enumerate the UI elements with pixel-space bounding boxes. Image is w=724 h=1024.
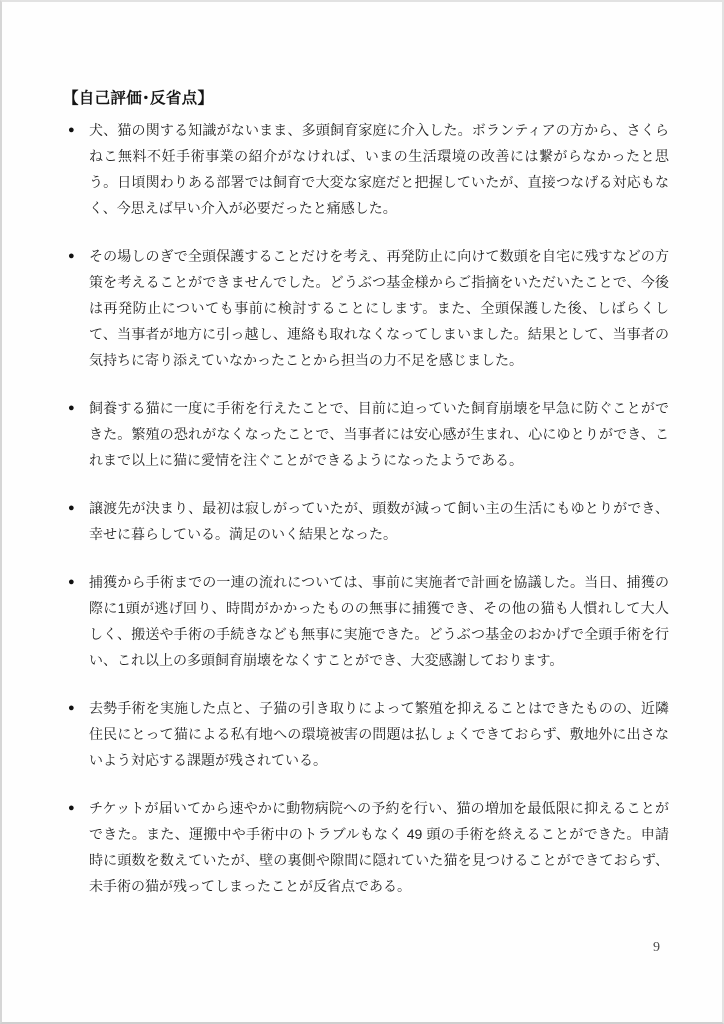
list-item [63, 569, 669, 673]
page-number: 9 [653, 940, 660, 955]
section-heading: 【自己評価･反省点】 [63, 90, 214, 107]
list-item [63, 117, 669, 221]
bullet-icon: ● [68, 576, 75, 588]
bullet-text: 去勢手術を実施した点と、子猫の引き取りによって繁殖を抑えることはできたものの、近隣住民にとって猫による私有地への環境被害の問題は払しょくできておらず、敷地外に出さないよう対応する課題が残されている。 [89, 700, 669, 768]
list-item [63, 395, 669, 473]
bullet-text: 飼養する猫に一度に手術を行えたことで、目前に迫っていた飼育崩壊を早急に防ぐことができた。繁殖の恐れがなくなったことで、当事者には安心感が生まれ、心にゆとりができ、これまで以上に猫に愛情を注ぐことができるようになったようである。 [89, 400, 669, 468]
bullet-icon: ● [68, 502, 75, 514]
list-item [63, 495, 669, 547]
bullet-text: 犬、猫の関する知識がないまま、多頭飼育家庭に介入した。ボランティアの方から、さくらねこ無料不妊手術事業の紹介がなければ、いまの生活環境の改善には繋がらなかったと思う。日頃関わりある部署では飼育で大変な家庭だと把握していたが、直接つなげる対応もなく、今思えば早い介入が必要だったと痛感した。 [89, 122, 669, 216]
list-item [63, 795, 669, 899]
bullet-icon: ● [68, 802, 75, 814]
bullet-text: 譲渡先が決まり、最初は寂しがっていたが、頭数が減って飼い主の生活にもゆとりができ、幸せに暮らしている。満足のいく結果となった。 [89, 500, 669, 542]
bullet-text: チケットが届いてから速やかに動物病院への予約を行い、猫の増加を最低限に抑えることができた。また、運搬中や手術中のトラブルもなく 49 頭の手術を終えることができた。申請時に頭数を数えていたが、壁の裏側や隙間に隠れていた猫を見つけることができておらず、未手術の猫が残ってしまったことが反省点である。 [89, 800, 669, 894]
bullet-icon: ● [68, 702, 75, 714]
bullet-text: その場しのぎで全頭保護することだけを考え、再発防止に向けて数頭を自宅に残すなどの方策を考えることができませんでした。どうぶつ基金様からご指摘をいただいたことで、今後は再発防止についても事前に検討することにします。また、全頭保護した後、しばらくして、当事者が地方に引っ越し、連絡も取れなくなってしまいました。結果として、当事者の気持ちに寄り添えていなかったことから担当の力不足を感じました。 [89, 248, 669, 368]
bullet-list [63, 117, 669, 899]
list-item [63, 243, 669, 373]
document-content [63, 86, 669, 921]
bullet-text: 捕獲から手術までの一連の流れについては、事前に実施者で計画を協議した。当日、捕獲の際に1頭が逃げ回り、時間がかかったものの無事に捕獲でき、その他の猫も人慣れして大人しく、搬送や手術の手続きなども無事に実施できた。どうぶつ基金のおかげで全頭手術を行い、これ以上の多頭飼育崩壊をなくすことができ、大変感謝しております。 [89, 574, 669, 668]
list-item [63, 695, 669, 773]
bullet-icon: ● [68, 402, 75, 414]
bullet-icon: ● [68, 124, 75, 136]
bullet-icon: ● [68, 250, 75, 262]
